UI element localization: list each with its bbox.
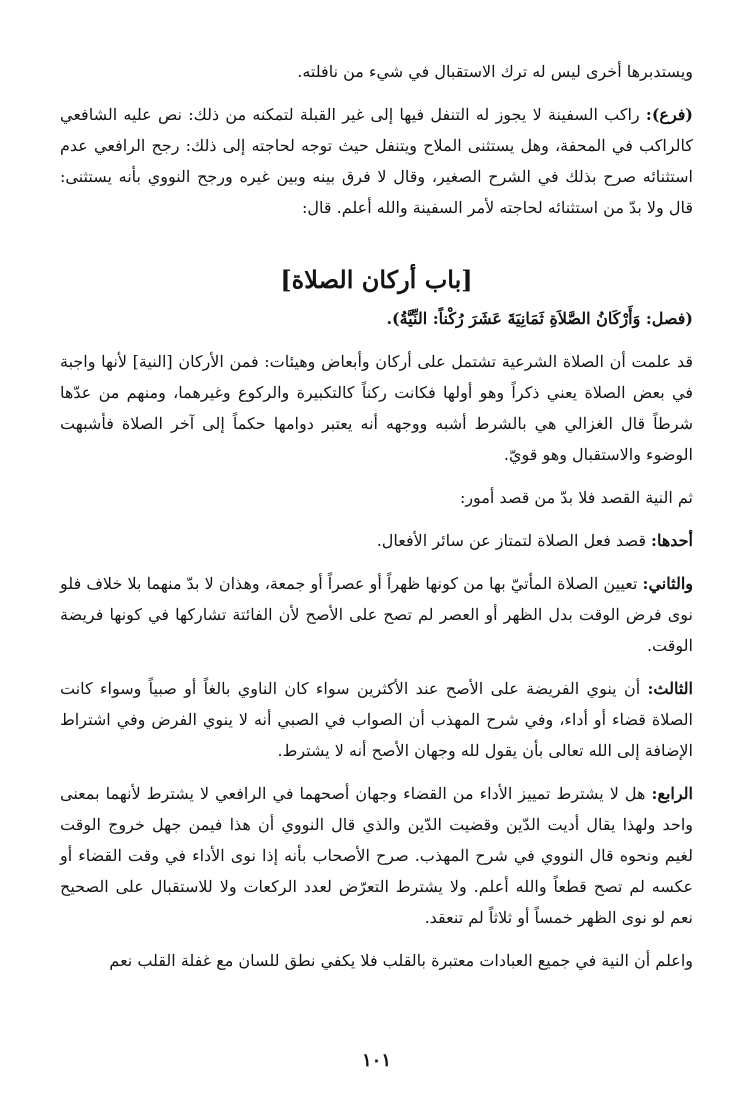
section-title: [باب أركان الصلاة] [280, 265, 473, 294]
far-text: راكب السفينة لا يجوز له التنفل فيها إلى غير القبلة لتمكنه من ذلك: نص عليه الشافعي كالراكب في المحفة، وهل يستثنى الملاح ويتنفل حيث توجه لحاجته إلى ذلك: رجح الرافعي عدم استثنائه صرح بذلك في الشرح الصغير، وقال لا فرق بينه وبين غيره ورجح النووي بأنه يستثنى: قال ولا بدّ من استثنائه لحاجته لأمر السفينة والله أعلم. قال: [60, 105, 693, 217]
paragraph-third [60, 673, 693, 766]
third-label: الثالث: [647, 679, 693, 698]
page-number: ١٠١ [361, 1050, 391, 1071]
paragraph-second [60, 568, 693, 661]
paragraph-fourth [60, 778, 693, 933]
paragraph-far [60, 99, 693, 223]
paragraph-first [60, 525, 693, 556]
fasl-heading: (فصل: وَأَرْكَانُ الصَّلاَةِ ثَمَانِيَةَ عَشَرَ رُكْناً: النِّيَّةُ). [386, 309, 693, 328]
paragraph-continuation: ويستدبرها أخرى ليس له ترك الاستقبال في شيء من نافلته. [297, 62, 693, 81]
second-text: تعيين الصلاة المأتيّ بها من كونها ظهراً أو عصراً أو جمعة، وهذان لا بدّ منهما بلا خلاف فلو نوى فرض الوقت بدل الظهر أو العصر لم تصح على الأصح لأن الفائتة تشاركها في كونها فريضة الوقت. [60, 574, 693, 655]
first-label: أحدها: [651, 531, 693, 550]
second-label: والثاني: [642, 574, 693, 593]
paragraph-intention-matters: ثم النية القصد فلا بدّ من قصد أمور: [459, 488, 693, 507]
page-body [60, 56, 693, 976]
fourth-label: الرابع: [651, 784, 693, 803]
third-text: أن ينوي الفريضة على الأصح عند الأكثرين سواء كان الناوي بالغاً أو صبياً وسواء كانت الصلاة قضاء أو أداء، وفي شرح المهذب أن الصواب في الصبي أنه لا ينوي الفرض وفي اشتراط الإضافة إلى الله تعالى بأن يقول لله وجهان الأصح أنه لا يشترط. [60, 679, 693, 760]
paragraph-intro: قد علمت أن الصلاة الشرعية تشتمل على أركان وأبعاض وهيئات: فمن الأركان [النية] لأنها واجبة في بعض الصلاة يعني ذكراً وهو أولها فكانت ركناً كالتكبيرة والركوع وغيرهما، ومنهم من عدّها شرطاً قال الغزالي هي بالشرط أشبه ووجهه أنه يعتبر دوامها حكماً إلى آخر الصلاة فأشبهت الوضوء والاستقبال وهو قويّ. [60, 352, 693, 464]
paragraph-final: واعلم أن النية في جميع العبادات معتبرة بالقلب فلا يكفي نطق للسان مع غفلة القلب نعم [109, 951, 693, 970]
far-label: (فرع): [645, 105, 693, 124]
fourth-text: هل لا يشترط تمييز الأداء من القضاء وجهان أصحهما في الرافعي لا يشترط لأنهما بمعنى واحد ولهذا يقال أديت الدّين وقضيت الدّين والذي قال النووي أن هذا فيمن جهل خروج الوقت لغيم ونحوه قال النووي في شرح المهذب. صرح الأصحاب بأنه إذا نوى الأداء في وقت القضاء أو عكسه لم تصح قطعاً والله أعلم. ولا يشترط التعرّض لعدد الركعات ولا للاستقبال على الصحيح نعم لو نوى الظهر خمساً أو ثلاثاً لم تنعقد. [60, 784, 694, 927]
first-text: قصد فعل الصلاة لتمتاز عن سائر الأفعال. [376, 531, 652, 550]
